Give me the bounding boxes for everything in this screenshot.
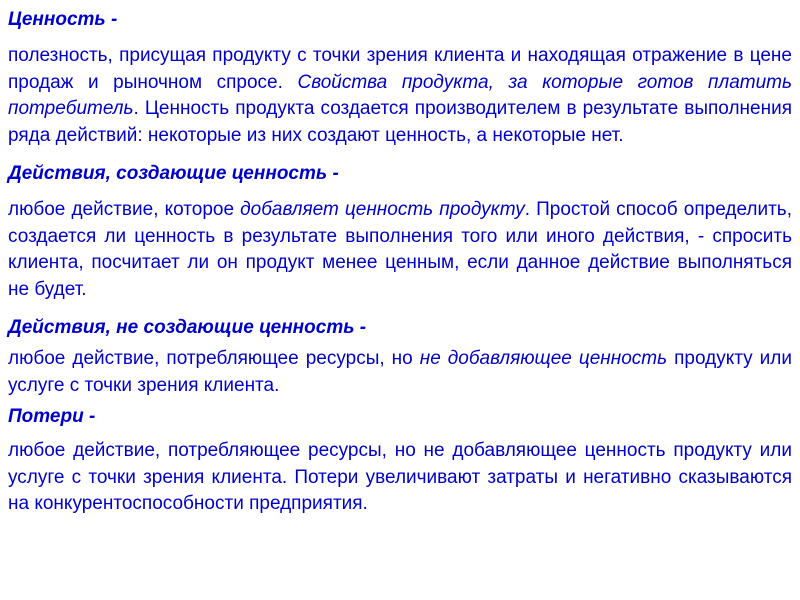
definition-waste bbox=[8, 438, 792, 518]
definition-value bbox=[8, 43, 792, 149]
definition-text: . Ценность продукта создается производителем в результате выполнения ряда действий: некоторые из них создают ценность, а некоторые нет. bbox=[8, 98, 792, 146]
term-waste: Потери - bbox=[8, 406, 96, 427]
definition-emphasis: добавляет ценность продукту bbox=[240, 199, 525, 220]
definition-text: любое действие, потребляющее ресурсы, но не добавляющее ценность продукту или услуге с точки зрения клиента. Потери увеличивают затраты и негативно сказываются на конкурентоспособности предприятия. bbox=[8, 440, 792, 514]
definition-value-creating-actions bbox=[8, 197, 792, 303]
definition-emphasis: Свойства продукта, за которые готов платить потребитель bbox=[8, 71, 792, 119]
slide-content bbox=[8, 0, 792, 518]
term-value: Ценность - bbox=[8, 9, 118, 30]
definition-text: любое действие, потребляющее ресурсы, но bbox=[8, 348, 420, 369]
definition-text: любое действие, которое bbox=[8, 199, 241, 220]
term-non-value-creating-actions: Действия, не создающие ценность - bbox=[8, 317, 367, 338]
definition-non-value-creating-actions bbox=[8, 346, 792, 399]
definition-text: . Простой способ определить, создается ли ценность в результате выполнения того или иного действия, - спросить клиента, посчитает ли он продукт менее ценным, если данное действие выполняться не будет. bbox=[8, 199, 792, 300]
term-value-creating-actions: Действия, создающие ценность - bbox=[8, 163, 339, 184]
definition-emphasis: не добавляющее ценность bbox=[419, 348, 668, 369]
definition-text: полезность, присущая продукту с точки зрения клиента и находящая отражение в цене продаж и рыночном спросе. bbox=[8, 45, 792, 93]
definition-text: продукту или услуге с точки зрения клиента. bbox=[8, 348, 792, 396]
